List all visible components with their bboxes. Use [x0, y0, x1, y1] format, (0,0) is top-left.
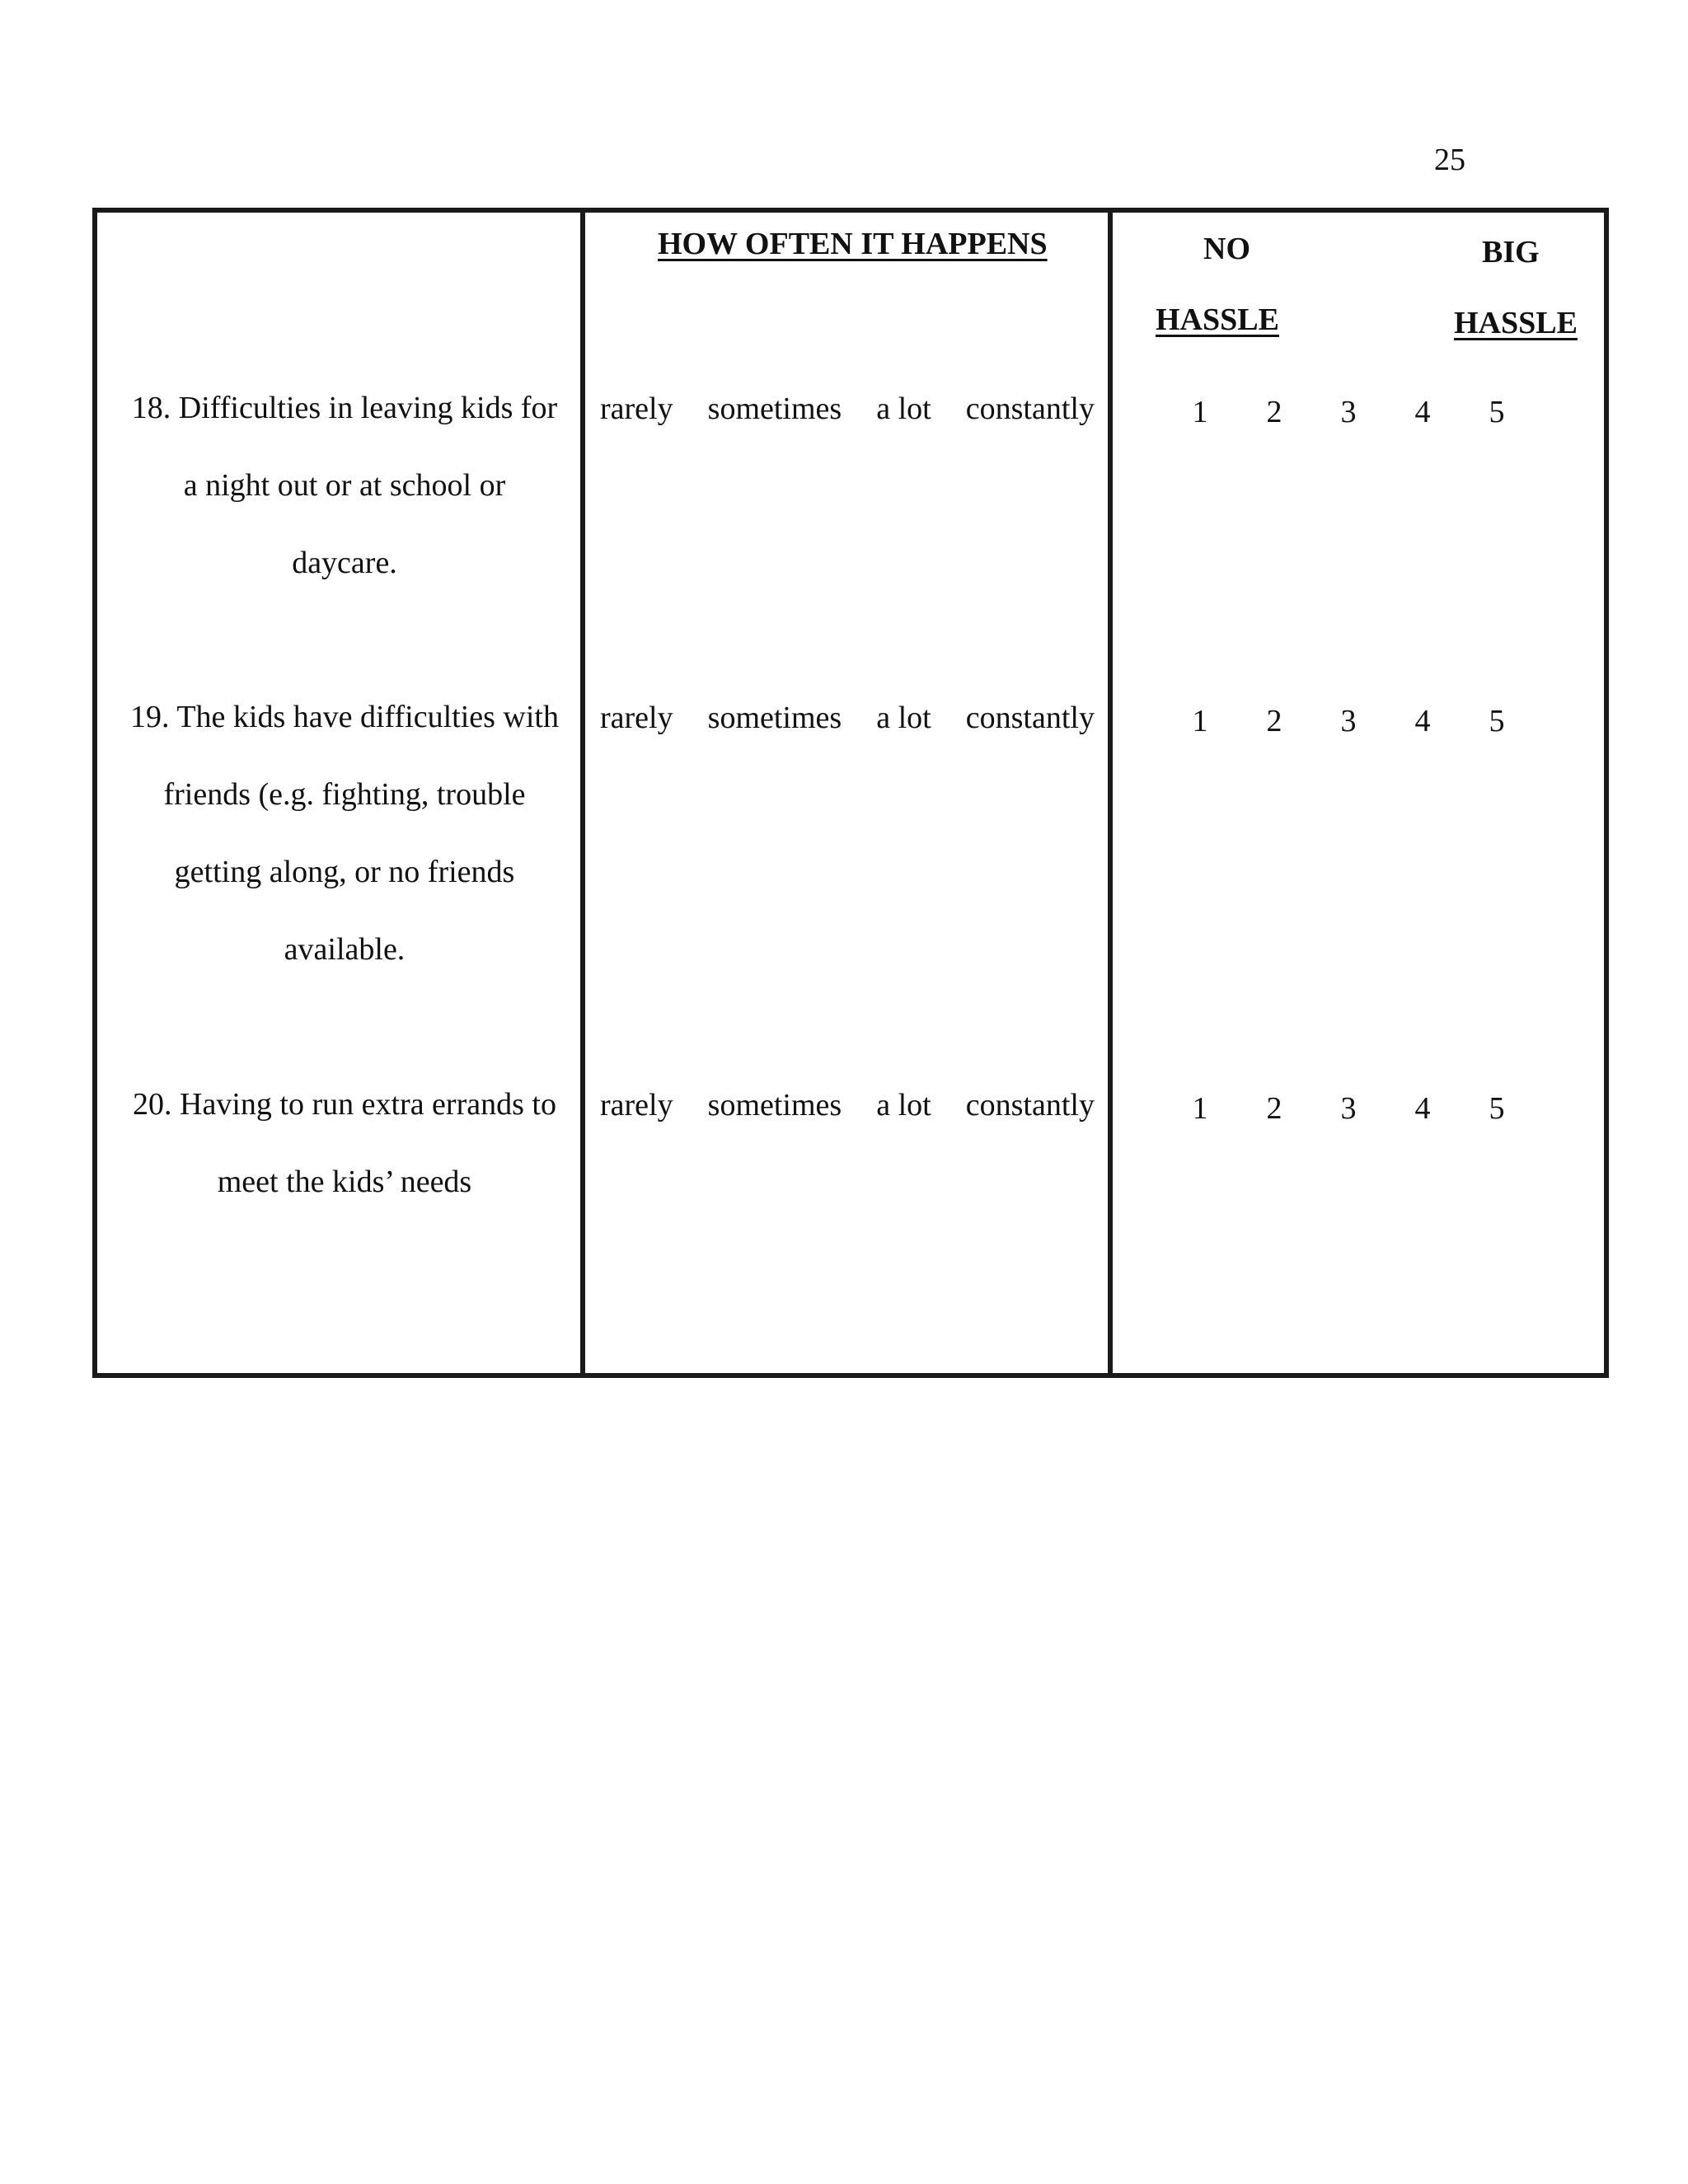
- survey-table: [92, 208, 1609, 1378]
- question-line: daycare.: [292, 546, 397, 580]
- question-line: getting along, or no friends: [174, 855, 515, 889]
- page-number: 25: [1434, 143, 1465, 177]
- scale-option-4[interactable]: 4: [1414, 704, 1431, 738]
- question-line: friends (e.g. fighting, trouble: [163, 777, 526, 812]
- frequency-option-a-lot[interactable]: a lot: [876, 391, 931, 426]
- column-divider: [580, 213, 585, 1373]
- scale-option-3[interactable]: 3: [1340, 395, 1357, 429]
- scale-option-1[interactable]: 1: [1192, 704, 1208, 738]
- scale-option-5[interactable]: 5: [1489, 704, 1505, 738]
- frequency-option-constantly[interactable]: constantly: [965, 1088, 1095, 1122]
- scale-option-2[interactable]: 2: [1266, 395, 1282, 429]
- frequency-option-sometimes[interactable]: sometimes: [707, 701, 842, 735]
- hassle-scale: [1184, 703, 1513, 739]
- frequency-option-rarely[interactable]: rarely: [600, 701, 673, 735]
- hassle-scale: [1184, 1090, 1513, 1127]
- question-line: 19. The kids have difficulties with: [130, 700, 559, 734]
- scale-option-1[interactable]: 1: [1192, 1091, 1208, 1126]
- frequency-options: [600, 391, 1095, 427]
- frequency-option-constantly[interactable]: constantly: [965, 391, 1095, 426]
- no-hassle-header: HASSLE: [1156, 302, 1279, 337]
- frequency-option-a-lot[interactable]: a lot: [876, 1088, 931, 1122]
- scale-option-2[interactable]: 2: [1266, 1091, 1282, 1126]
- big-header: BIG: [1482, 235, 1540, 269]
- question-line: meet the kids’ needs: [217, 1165, 472, 1199]
- frequency-options: [600, 700, 1095, 736]
- frequency-option-a-lot[interactable]: a lot: [876, 701, 931, 735]
- big-hassle-header: HASSLE: [1454, 306, 1578, 340]
- frequency-option-rarely[interactable]: rarely: [600, 391, 673, 426]
- question-text: [114, 1066, 575, 1221]
- frequency-option-sometimes[interactable]: sometimes: [707, 391, 842, 426]
- scale-option-4[interactable]: 4: [1414, 1091, 1431, 1126]
- scale-option-4[interactable]: 4: [1414, 395, 1431, 429]
- scale-option-3[interactable]: 3: [1340, 704, 1357, 738]
- no-header: NO: [1203, 232, 1250, 266]
- scale-option-5[interactable]: 5: [1489, 1091, 1505, 1126]
- scale-option-2[interactable]: 2: [1266, 704, 1282, 738]
- question-line: 20. Having to run extra errands to: [133, 1087, 556, 1122]
- column-divider: [1108, 213, 1113, 1373]
- frequency-option-rarely[interactable]: rarely: [600, 1088, 673, 1122]
- scale-option-5[interactable]: 5: [1489, 395, 1505, 429]
- scale-option-1[interactable]: 1: [1192, 395, 1208, 429]
- question-line: a night out or at school or: [183, 468, 506, 503]
- question-text: [114, 678, 575, 988]
- frequency-option-sometimes[interactable]: sometimes: [707, 1088, 842, 1122]
- scale-option-3[interactable]: 3: [1340, 1091, 1357, 1126]
- frequency-options: [600, 1087, 1095, 1123]
- question-text: [114, 369, 575, 602]
- hassle-scale: [1184, 394, 1513, 430]
- how-often-header: HOW OFTEN IT HAPPENS: [658, 227, 1048, 261]
- question-line: 18. Difficulties in leaving kids for: [131, 391, 558, 425]
- frequency-option-constantly[interactable]: constantly: [965, 701, 1095, 735]
- question-line: available.: [284, 932, 406, 967]
